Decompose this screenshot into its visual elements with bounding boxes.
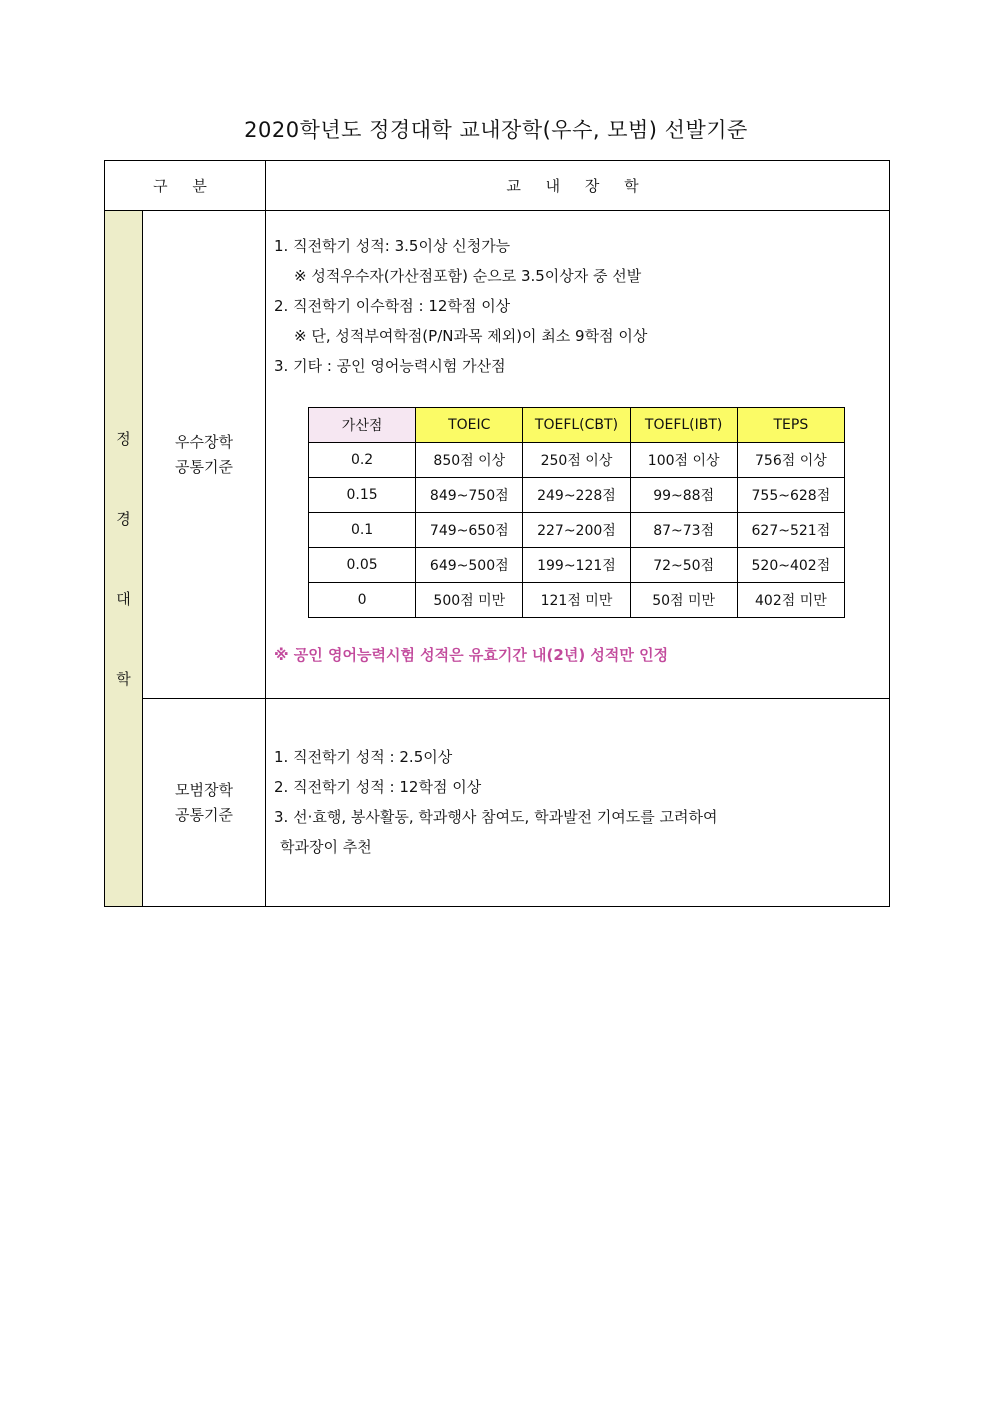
table-row <box>309 478 845 513</box>
table-cell: 0.2 <box>309 443 416 478</box>
criteria-line: 1. 직전학기 성적 : 2.5이상 <box>274 748 453 766</box>
table-cell: 99~88점 <box>630 478 737 513</box>
excellence-label-line2: 공통기준 <box>175 457 233 476</box>
table-cell: 227~200점 <box>523 513 630 548</box>
table-cell: 500점 미만 <box>416 583 523 618</box>
table-cell: 0.05 <box>309 548 416 583</box>
table-cell: 87~73점 <box>630 513 737 548</box>
criteria-note: ※ 성적우수자(가산점포함) 순으로 3.5이상자 중 선발 <box>294 267 642 285</box>
excellence-content <box>266 211 890 699</box>
criteria-note: ※ 단, 성적부여학점(P/N과목 제외)이 최소 9학점 이상 <box>294 327 648 345</box>
bonus-header-cell: TOEIC <box>416 408 523 443</box>
header-row <box>105 161 890 211</box>
model-label <box>143 699 266 907</box>
table-cell: 520~402점 <box>737 548 844 583</box>
table-row <box>309 443 845 478</box>
model-label-line2: 공통기준 <box>175 805 233 824</box>
model-content <box>266 699 890 907</box>
excellence-label-line1: 우수장학 <box>175 432 233 451</box>
table-row <box>309 513 845 548</box>
bonus-header-cell: TEPS <box>737 408 844 443</box>
model-label-line1: 모범장학 <box>175 780 233 799</box>
table-cell: 72~50점 <box>630 548 737 583</box>
table-cell: 121점 미만 <box>523 583 630 618</box>
validity-footnote: ※ 공인 영어능력시험 성적은 유효기간 내(2년) 성적만 인정 <box>274 646 669 664</box>
college-char: 경 <box>116 509 131 528</box>
excellence-label <box>143 211 266 699</box>
table-cell: 0.15 <box>309 478 416 513</box>
table-cell: 249~228점 <box>523 478 630 513</box>
model-row <box>105 699 890 907</box>
bonus-header-cell: TOEFL(IBT) <box>630 408 737 443</box>
table-cell: 627~521점 <box>737 513 844 548</box>
college-char: 학 <box>116 669 131 688</box>
criteria-line: 3. 기타 : 공인 영어능력시험 가산점 <box>274 357 506 375</box>
header-scholarship: 교 내 장 학 <box>266 161 890 211</box>
college-char: 대 <box>116 589 131 608</box>
table-cell: 850점 이상 <box>416 443 523 478</box>
header-category: 구 분 <box>105 161 266 211</box>
criteria-line: 2. 직전학기 이수학점 : 12학점 이상 <box>274 297 511 315</box>
criteria-line: 3. 선·효행, 봉사활동, 학과행사 참여도, 학과발전 기여도를 고려하여 <box>274 808 718 826</box>
bonus-header-cell: 가산점 <box>309 408 416 443</box>
excellence-row <box>105 211 890 699</box>
bonus-header-row <box>309 408 845 443</box>
bonus-score-table <box>308 407 845 618</box>
bonus-header-cell: TOEFL(CBT) <box>523 408 630 443</box>
table-cell: 0.1 <box>309 513 416 548</box>
table-cell: 0 <box>309 583 416 618</box>
page-title: 2020학년도 정경대학 교내장학(우수, 모범) 선발기준 <box>244 118 748 142</box>
criteria-line: 1. 직전학기 성적: 3.5이상 신청가능 <box>274 237 511 255</box>
criteria-line: 학과장이 추천 <box>280 838 372 856</box>
table-cell: 402점 미만 <box>737 583 844 618</box>
table-cell: 756점 이상 <box>737 443 844 478</box>
college-cell <box>105 211 143 907</box>
criteria-table <box>104 160 890 907</box>
table-cell: 649~500점 <box>416 548 523 583</box>
table-cell: 749~650점 <box>416 513 523 548</box>
table-cell: 755~628점 <box>737 478 844 513</box>
criteria-line: 2. 직전학기 성적 : 12학점 이상 <box>274 778 482 796</box>
table-row <box>309 583 845 618</box>
college-char: 정 <box>116 429 131 448</box>
table-cell: 849~750점 <box>416 478 523 513</box>
table-cell: 250점 이상 <box>523 443 630 478</box>
table-cell: 100점 이상 <box>630 443 737 478</box>
table-cell: 199~121점 <box>523 548 630 583</box>
table-row <box>309 548 845 583</box>
table-cell: 50점 미만 <box>630 583 737 618</box>
